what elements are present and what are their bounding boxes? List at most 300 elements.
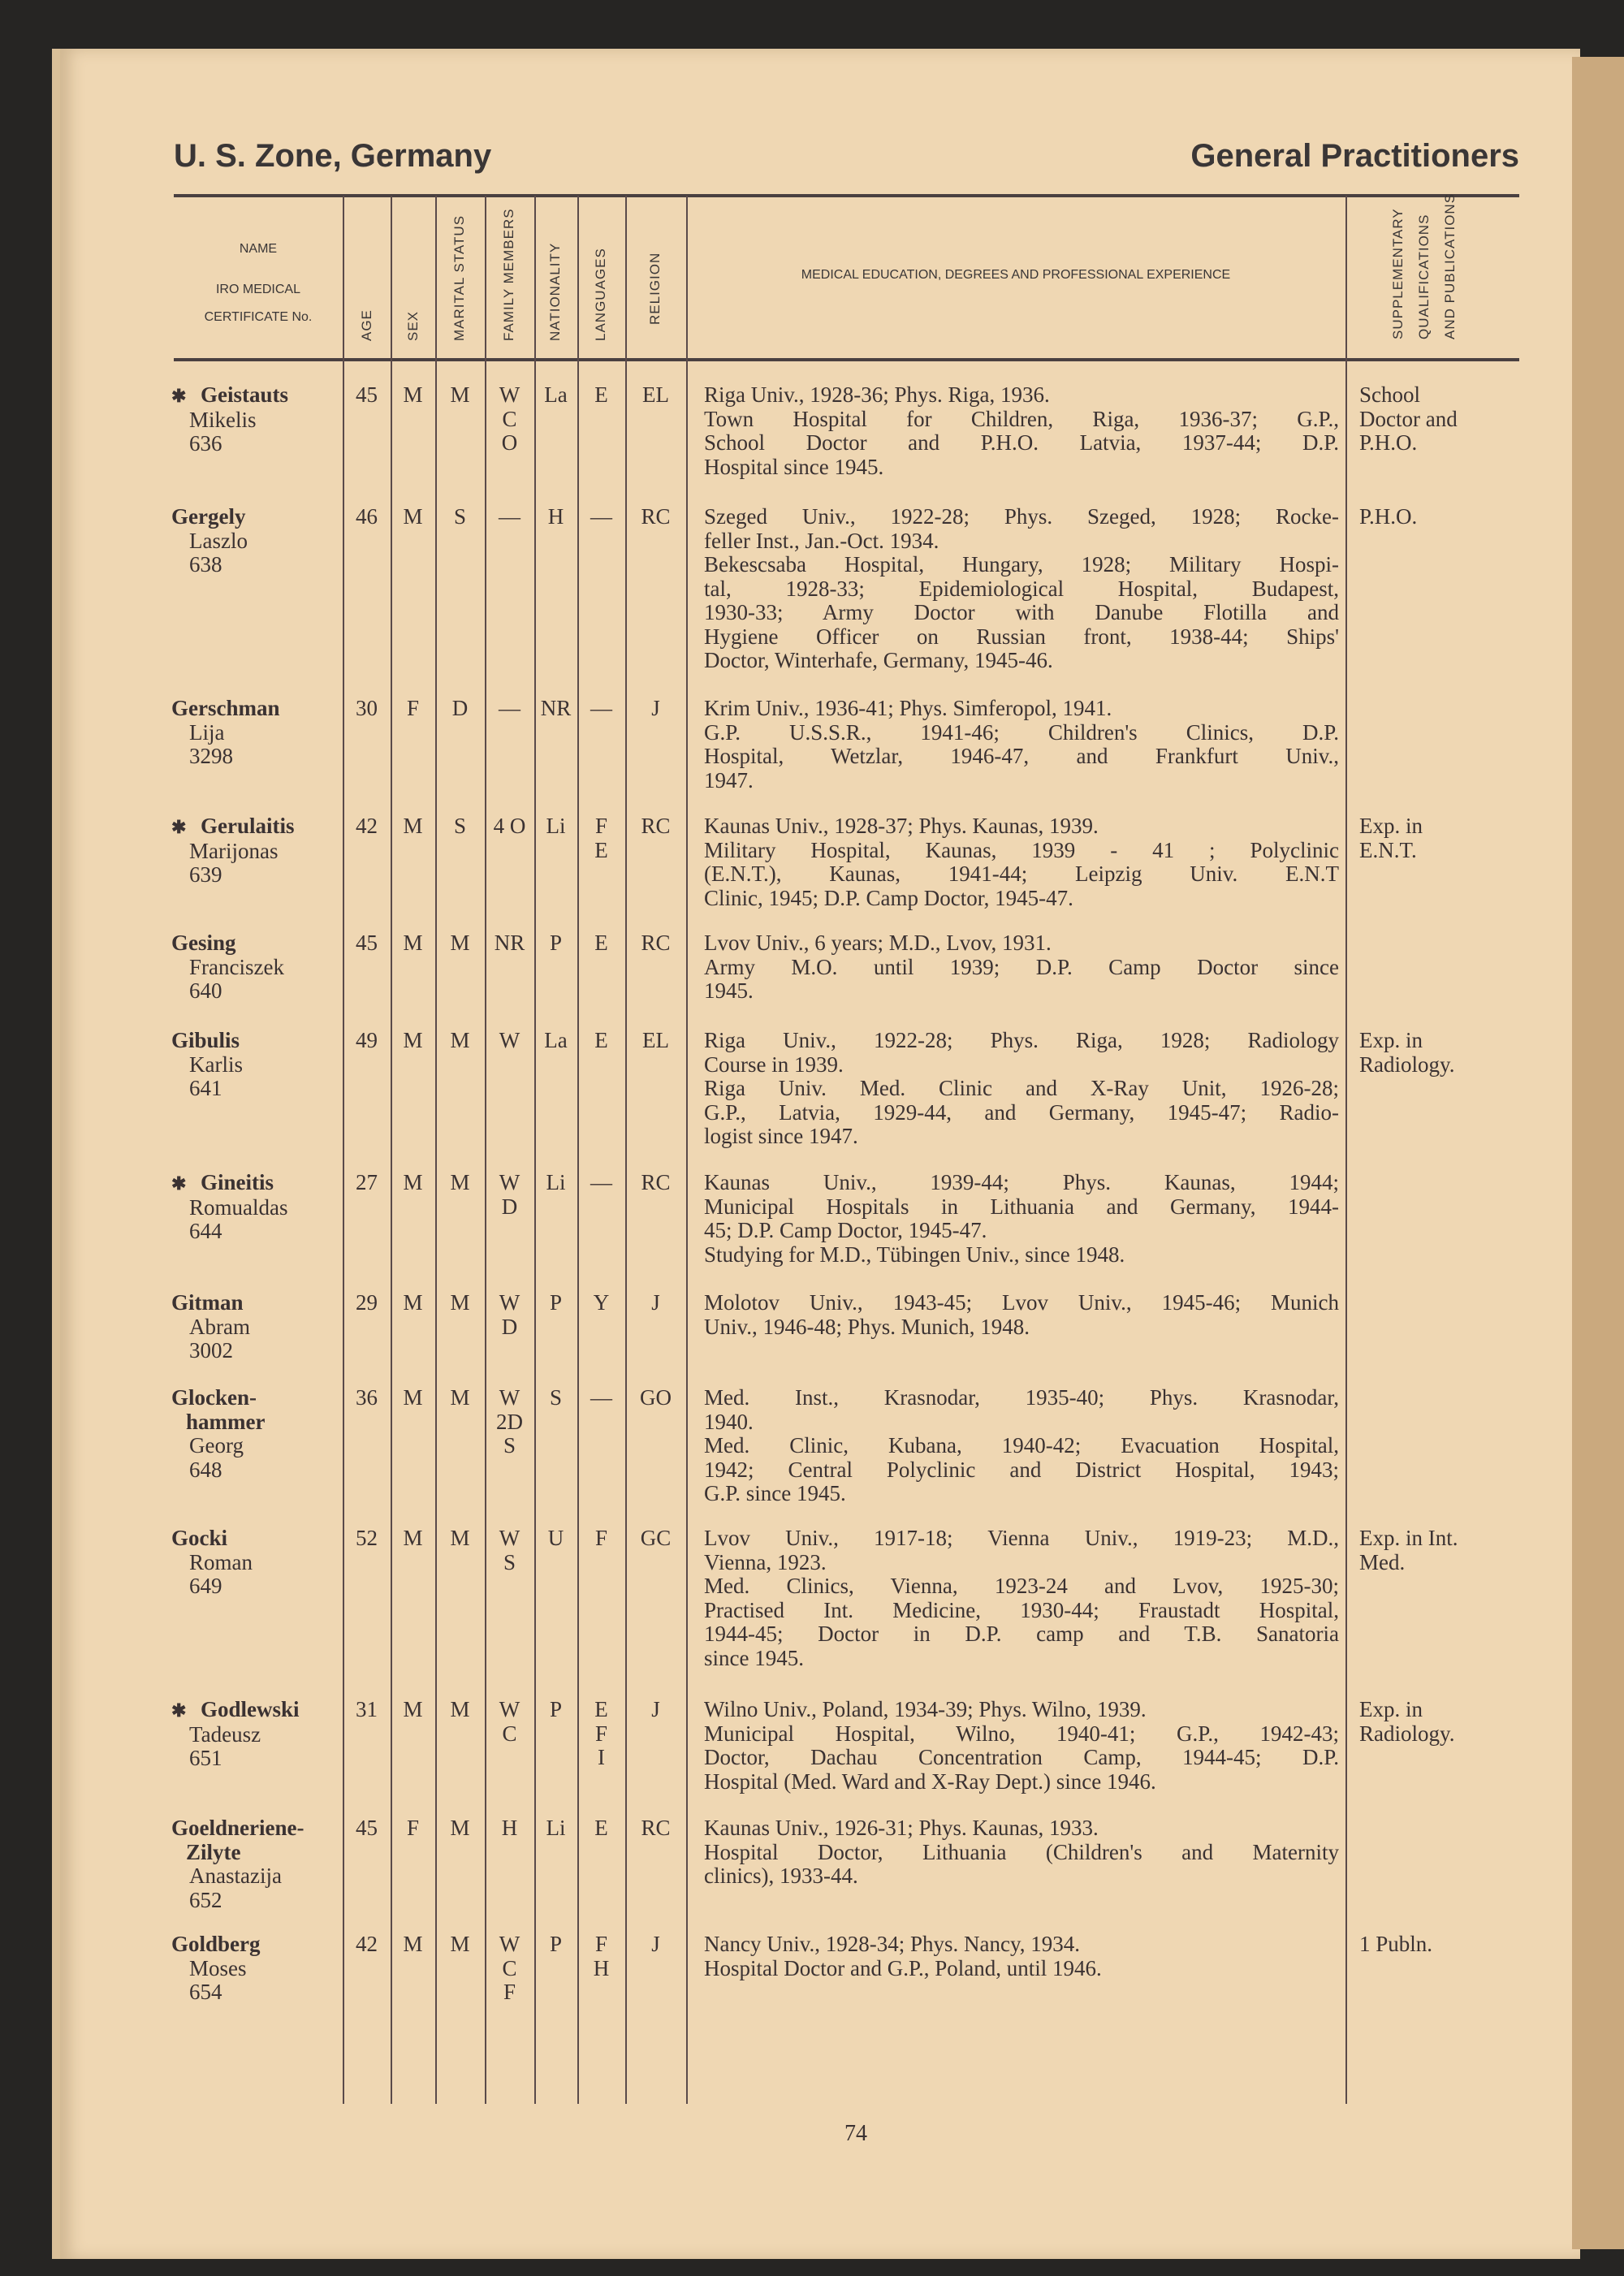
education-line: Szeged Univ., 1922-28; Phys. Szeged, 1928; Rocke-: [704, 504, 1339, 529]
religion-cell: [625, 814, 686, 839]
languages-value: I: [598, 1745, 605, 1769]
age-cell: [343, 1698, 391, 1722]
sex-value: M: [403, 1385, 423, 1410]
religion-value: J: [651, 696, 660, 720]
languages-cell: [577, 505, 625, 529]
name-cell: [171, 931, 284, 1004]
age-value: 31: [356, 1697, 378, 1721]
col-header-supp-3: AND PUBLICATIONS: [1442, 192, 1458, 339]
marital-value: M: [450, 382, 470, 407]
education-line: Molotov Univ., 1943-45; Lvov Univ., 1945-46; Munich: [704, 1290, 1339, 1315]
age-cell: [343, 931, 391, 956]
languages-cell: [577, 1171, 625, 1195]
languages-value: E: [594, 931, 608, 955]
nationality-cell: [534, 1816, 577, 1841]
nationality-cell: [534, 1291, 577, 1315]
age-cell: [343, 697, 391, 721]
religion-cell: [625, 1933, 686, 1957]
family-value: D: [501, 1194, 518, 1219]
religion-value: J: [651, 1697, 660, 1721]
education-line: Town Hospital for Children, Riga, 1936-37; G.P.,: [704, 406, 1339, 431]
nationality-value: P: [549, 1932, 563, 1956]
education-cell: [704, 931, 1339, 1004]
languages-cell: [577, 383, 625, 408]
star-marker-icon: ✱: [171, 1700, 187, 1721]
nationality-cell: [534, 1386, 577, 1410]
marital-value: M: [450, 1385, 470, 1410]
religion-value: J: [651, 1932, 660, 1956]
col-header-cert: CERTIFICATE No.: [204, 310, 313, 324]
languages-cell: [577, 1029, 625, 1053]
education-cell: [704, 1291, 1339, 1339]
name-cell: [171, 697, 279, 769]
religion-value: EL: [642, 1028, 669, 1052]
supplementary-cell: [1359, 383, 1518, 456]
given-name: Mikelis: [189, 407, 257, 432]
nationality-cell: [534, 1698, 577, 1722]
supplementary-cell: [1359, 1698, 1518, 1746]
given-name: Romualdas: [189, 1194, 288, 1220]
marital-value: D: [451, 696, 469, 720]
marital-cell: [435, 1386, 485, 1410]
sex-value: M: [403, 1697, 423, 1721]
education-line: G.P. since 1945.: [704, 1481, 846, 1505]
running-head-left: U. S. Zone, Germany: [174, 138, 492, 174]
languages-cell: [577, 1386, 625, 1410]
supplementary-line: Exp. in: [1359, 814, 1423, 838]
nationality-cell: [534, 1527, 577, 1551]
family-value: H: [501, 1816, 518, 1840]
sex-cell: [391, 1171, 435, 1195]
languages-value: —: [590, 1385, 612, 1410]
family-value: —: [499, 504, 520, 529]
surname-text: Godlewski: [201, 1697, 300, 1721]
education-cell: [704, 1029, 1339, 1149]
marital-cell: [435, 1291, 485, 1315]
family-value: 4 O: [493, 814, 526, 838]
surname: [171, 1933, 261, 1957]
languages-cell: [577, 1527, 625, 1551]
name-cell: [171, 1291, 250, 1363]
col-header-age: AGE: [359, 309, 374, 341]
family-value: C: [502, 406, 517, 431]
name-cell: [171, 1816, 304, 1912]
education-cell: [704, 1933, 1339, 1980]
supplementary-line: Doctor and: [1359, 406, 1458, 431]
education-line: tal, 1928-33; Epidemiological Hospital, Budapest,: [704, 576, 1339, 601]
marital-cell: [435, 383, 485, 408]
family-cell: [485, 1386, 534, 1458]
education-line: Kaunas Univ., 1928-37; Phys. Kaunas, 1939.: [704, 814, 1099, 838]
age-value: 45: [356, 382, 378, 407]
languages-value: F: [594, 1932, 608, 1956]
education-line: Hospital Doctor, Lithuania (Children's and Maternity: [704, 1839, 1339, 1864]
supplementary-line: P.H.O.: [1359, 430, 1418, 455]
education-line: 45; D.P. Camp Doctor, 1945-47.: [704, 1218, 987, 1242]
surname: [171, 1410, 265, 1435]
surname: [171, 814, 295, 840]
supplementary-cell: [1359, 1029, 1518, 1077]
sex-value: M: [403, 1526, 423, 1550]
education-line: logist since 1947.: [704, 1124, 858, 1148]
languages-value: H: [593, 1955, 610, 1980]
certificate-number: 636: [189, 431, 222, 456]
languages-value: E: [594, 837, 608, 862]
col-header-marital: MARITAL STATUS: [451, 214, 467, 341]
given-name: Franciszek: [189, 954, 284, 979]
marital-value: M: [450, 1028, 470, 1052]
religion-cell: [625, 1698, 686, 1722]
religion-value: GC: [640, 1526, 672, 1550]
family-value: W: [499, 1526, 520, 1550]
education-line: 1930-33; Army Doctor with Danube Flotilla and: [704, 600, 1339, 624]
supplementary-line: E.N.T.: [1359, 837, 1417, 862]
given-name: Abram: [189, 1314, 250, 1339]
age-cell: [343, 1029, 391, 1053]
sex-value: M: [403, 931, 423, 955]
languages-cell: [577, 1291, 625, 1315]
religion-value: RC: [641, 1170, 671, 1194]
supplementary-cell: [1359, 1527, 1518, 1574]
age-value: 46: [356, 504, 378, 529]
family-cell: [485, 931, 534, 956]
age-cell: [343, 505, 391, 529]
supplementary-cell: [1359, 1933, 1518, 1957]
sex-value: M: [403, 1932, 423, 1956]
age-cell: [343, 1816, 391, 1841]
education-line: Municipal Hospital, Wilno, 1940-41; G.P., 1942-43;: [704, 1721, 1339, 1746]
family-value: F: [503, 1980, 516, 2004]
surname-text: Goldberg: [171, 1932, 261, 1956]
marital-value: M: [450, 1526, 470, 1550]
family-cell: [485, 814, 534, 839]
certificate-number: 644: [189, 1219, 222, 1243]
religion-cell: [625, 505, 686, 529]
name-cell: [171, 505, 248, 577]
nationality-cell: [534, 814, 577, 839]
col-header-name: NAME: [239, 242, 278, 256]
sex-value: F: [406, 1816, 420, 1840]
education-cell: [704, 505, 1339, 673]
name-cell: [171, 1171, 288, 1244]
marital-cell: [435, 505, 485, 529]
family-value: S: [503, 1433, 516, 1458]
page-number: 74: [844, 2121, 867, 2146]
languages-value: F: [594, 1526, 608, 1550]
sex-cell: [391, 697, 435, 721]
nationality-value: H: [547, 504, 564, 529]
nationality-value: P: [549, 931, 563, 955]
religion-value: RC: [641, 504, 671, 529]
surname-text: hammer: [186, 1409, 266, 1434]
languages-cell: [577, 1698, 625, 1770]
education-cell: [704, 1171, 1339, 1267]
education-cell: [704, 1816, 1339, 1889]
marital-value: M: [450, 931, 470, 955]
certificate-number: 639: [189, 862, 222, 887]
certificate-number: 3298: [189, 744, 233, 768]
education-line: Hospital since 1945.: [704, 454, 884, 479]
column-divider: [1345, 196, 1347, 2104]
sex-cell: [391, 1291, 435, 1315]
surname: [171, 697, 279, 721]
family-cell: [485, 1029, 534, 1053]
education-line: Vienna, 1923.: [704, 1549, 827, 1574]
nationality-cell: [534, 931, 577, 956]
languages-value: —: [590, 504, 612, 529]
marital-cell: [435, 1171, 485, 1195]
education-line: 1944-45; Doctor in D.P. camp and T.B. Sanatoria: [704, 1622, 1339, 1646]
sex-cell: [391, 1527, 435, 1551]
sex-cell: [391, 1386, 435, 1410]
header-bottom-rule: [174, 358, 1519, 361]
surname-text: Gineitis: [201, 1170, 274, 1194]
surname-text: Gergely: [171, 504, 246, 529]
education-line: feller Inst., Jan.-Oct. 1934.: [704, 528, 939, 553]
star-marker-icon: ✱: [171, 817, 187, 837]
education-line: Med. Inst., Krasnodar, 1935-40; Phys. Krasnodar,: [704, 1385, 1339, 1410]
surname: [171, 383, 288, 408]
name-cell: [171, 814, 295, 888]
education-cell: [704, 1698, 1339, 1794]
marital-value: M: [450, 1290, 470, 1315]
religion-cell: [625, 931, 686, 956]
marital-value: M: [450, 1170, 470, 1194]
given-name: Anastazija: [189, 1864, 282, 1888]
age-value: 42: [356, 1932, 378, 1956]
nationality-value: Li: [546, 1170, 566, 1194]
marital-cell: [435, 814, 485, 839]
religion-value: GO: [640, 1385, 672, 1410]
languages-value: E: [594, 1697, 608, 1721]
marital-cell: [435, 697, 485, 721]
family-cell: [485, 505, 534, 529]
education-line: Wilno Univ., Poland, 1934-39; Phys. Wilno, 1939.: [704, 1697, 1147, 1721]
languages-cell: [577, 814, 625, 862]
age-value: 36: [356, 1385, 378, 1410]
sex-cell: [391, 383, 435, 408]
supplementary-line: 1 Publn.: [1359, 1932, 1433, 1956]
family-value: W: [499, 382, 520, 407]
education-line: Army M.O. until 1939; D.P. Camp Doctor since: [704, 954, 1339, 979]
family-value: 2D: [496, 1409, 523, 1434]
education-line: Studying for M.D., Tübingen Univ., since 1948.: [704, 1242, 1125, 1267]
marital-value: S: [453, 814, 467, 838]
education-line: Hospital Doctor and G.P., Poland, until 1946.: [704, 1955, 1102, 1980]
surname: [171, 931, 284, 956]
languages-cell: [577, 1933, 625, 1980]
family-cell: [485, 1933, 534, 2005]
name-cell: [171, 383, 288, 456]
religion-cell: [625, 1386, 686, 1410]
religion-cell: [625, 1029, 686, 1053]
certificate-number: 640: [189, 978, 222, 1003]
family-cell: [485, 1291, 534, 1339]
nationality-value: S: [549, 1385, 563, 1410]
education-line: Hospital (Med. Ward and X-Ray Dept.) since 1946.: [704, 1769, 1156, 1794]
sex-cell: [391, 931, 435, 956]
education-line: clinics), 1933-44.: [704, 1864, 858, 1888]
sex-cell: [391, 1029, 435, 1053]
star-marker-icon: ✱: [171, 386, 187, 406]
sex-value: M: [403, 1290, 423, 1315]
sex-value: M: [403, 1170, 423, 1194]
certificate-number: 654: [189, 1980, 222, 2004]
name-cell: [171, 1029, 243, 1101]
nationality-cell: [534, 1171, 577, 1195]
education-line: Riga Univ., 1922-28; Phys. Riga, 1928; Radiology: [704, 1028, 1339, 1052]
surname: [171, 1841, 304, 1865]
education-line: School Doctor and P.H.O. Latvia, 1937-44; D.P.: [704, 430, 1339, 455]
col-header-iro: IRO MEDICAL: [215, 283, 300, 296]
age-value: 30: [356, 696, 378, 720]
surname: [171, 1816, 304, 1841]
family-value: W: [499, 1290, 520, 1315]
languages-value: F: [594, 1721, 608, 1746]
name-cell: [171, 1933, 261, 2005]
languages-value: Y: [593, 1290, 610, 1315]
surname-text: Geistauts: [201, 382, 288, 407]
surname-text: Gerulaitis: [201, 814, 295, 838]
sex-value: F: [406, 696, 420, 720]
certificate-number: 648: [189, 1457, 222, 1482]
languages-value: E: [594, 1028, 608, 1052]
col-header-languages: LANGUAGES: [593, 248, 608, 341]
supplementary-line: Med.: [1359, 1549, 1406, 1574]
age-value: 29: [356, 1290, 378, 1315]
column-divider: [686, 196, 688, 2104]
surname-text: Gitman: [171, 1290, 244, 1315]
education-line: Bekescsaba Hospital, Hungary, 1928; Military Hospi-: [704, 552, 1339, 577]
marital-value: M: [450, 1932, 470, 1956]
nationality-cell: [534, 383, 577, 408]
religion-cell: [625, 383, 686, 408]
family-value: C: [502, 1721, 517, 1746]
education-line: Kaunas Univ., 1939-44; Phys. Kaunas, 1944;: [704, 1170, 1339, 1194]
languages-value: E: [594, 382, 608, 407]
surname-text: Gibulis: [171, 1028, 240, 1052]
education-line: 1940.: [704, 1409, 754, 1434]
marital-cell: [435, 1933, 485, 1957]
family-value: W: [499, 1028, 520, 1052]
certificate-number: 649: [189, 1574, 222, 1598]
education-cell: [704, 697, 1339, 792]
nationality-value: La: [544, 382, 568, 407]
sex-value: M: [403, 382, 423, 407]
age-value: 45: [356, 931, 378, 955]
sex-cell: [391, 1698, 435, 1722]
languages-value: —: [590, 696, 612, 720]
education-line: 1945.: [704, 978, 754, 1003]
certificate-number: 651: [189, 1746, 222, 1770]
education-line: Lvov Univ., 6 years; M.D., Lvov, 1931.: [704, 931, 1052, 955]
surname-text: Zilyte: [186, 1839, 241, 1864]
sex-cell: [391, 1933, 435, 1957]
age-cell: [343, 1386, 391, 1410]
certificate-number: 3002: [189, 1338, 233, 1363]
age-value: 49: [356, 1028, 378, 1052]
surname-text: Glocken-: [171, 1385, 257, 1410]
nationality-value: Li: [546, 1816, 566, 1840]
education-cell: [704, 383, 1339, 479]
religion-value: RC: [641, 931, 671, 955]
age-cell: [343, 1291, 391, 1315]
education-cell: [704, 814, 1339, 910]
age-cell: [343, 814, 391, 839]
education-line: Nancy Univ., 1928-34; Phys. Nancy, 1934.: [704, 1932, 1080, 1956]
sex-cell: [391, 1816, 435, 1841]
education-line: Univ., 1946-48; Phys. Munich, 1948.: [704, 1314, 1030, 1339]
col-header-nationality: NATIONALITY: [547, 242, 563, 341]
education-line: Hospital, Wetzlar, 1946-47, and Frankfurt Univ.,: [704, 744, 1339, 768]
certificate-number: 641: [189, 1076, 222, 1100]
marital-cell: [435, 931, 485, 956]
family-cell: [485, 1171, 534, 1219]
languages-cell: [577, 697, 625, 721]
nationality-value: Li: [546, 814, 566, 838]
age-value: 52: [356, 1526, 378, 1550]
religion-value: RC: [641, 1816, 671, 1840]
religion-cell: [625, 697, 686, 721]
given-name: Marijonas: [189, 838, 279, 863]
education-line: Krim Univ., 1936-41; Phys. Simferopol, 1941.: [704, 696, 1112, 720]
supplementary-line: Exp. in: [1359, 1697, 1423, 1721]
surname-text: Gocki: [171, 1526, 228, 1550]
supplementary-line: P.H.O.: [1359, 504, 1418, 529]
sex-cell: [391, 814, 435, 839]
certificate-number: 638: [189, 552, 222, 577]
sex-value: M: [403, 504, 423, 529]
running-head-right: General Practitioners: [1190, 138, 1519, 174]
age-cell: [343, 383, 391, 408]
education-line: G.P., Latvia, 1929-44, and Germany, 1945-47; Radio-: [704, 1099, 1339, 1125]
marital-value: S: [453, 504, 467, 529]
sex-value: M: [403, 1028, 423, 1052]
nationality-value: NR: [540, 696, 572, 720]
given-name: Georg: [189, 1433, 244, 1458]
family-value: W: [499, 1385, 520, 1410]
education-line: 1947.: [704, 767, 754, 792]
supplementary-cell: [1359, 505, 1518, 529]
education-line: Course in 1939.: [704, 1052, 844, 1077]
family-cell: [485, 697, 534, 721]
education-line: Military Hospital, Kaunas, 1939 - 41 ; Polyclinic: [704, 837, 1339, 862]
education-line: Kaunas Univ., 1926-31; Phys. Kaunas, 1933.: [704, 1816, 1099, 1840]
given-name: Roman: [189, 1549, 253, 1574]
surname-text: Gerschman: [171, 696, 280, 720]
name-cell: [171, 1527, 253, 1599]
col-header-education: MEDICAL EDUCATION, DEGREES AND PROFESSIONAL EXPERIENCE: [801, 268, 1231, 282]
certificate-number: 652: [189, 1887, 222, 1912]
religion-value: EL: [642, 382, 669, 407]
education-line: Lvov Univ., 1917-18; Vienna Univ., 1919-23; M.D.,: [704, 1526, 1339, 1550]
given-name: Lija: [189, 719, 225, 745]
col-header-sex: SEX: [405, 310, 421, 341]
page-edge: [1572, 57, 1624, 2249]
name-cell: [171, 1386, 265, 1482]
nationality-cell: [534, 1933, 577, 1957]
education-line: Med. Clinic, Kubana, 1940-42; Evacuation Hospital,: [704, 1433, 1339, 1458]
education-line: Practised Int. Medicine, 1930-44; Fraustadt Hospital,: [704, 1597, 1339, 1622]
marital-cell: [435, 1029, 485, 1053]
education-line: Riga Univ. Med. Clinic and X-Ray Unit, 1926-28;: [704, 1076, 1339, 1100]
education-line: Municipal Hospitals in Lithuania and Germany, 1944-: [704, 1194, 1339, 1219]
supplementary-line: Radiology.: [1359, 1052, 1455, 1077]
family-value: O: [501, 430, 518, 455]
sex-cell: [391, 505, 435, 529]
education-line: Clinic, 1945; D.P. Camp Doctor, 1945-47.: [704, 885, 1073, 910]
education-line: Doctor, Dachau Concentration Camp, 1944-45; D.P.: [704, 1745, 1339, 1769]
